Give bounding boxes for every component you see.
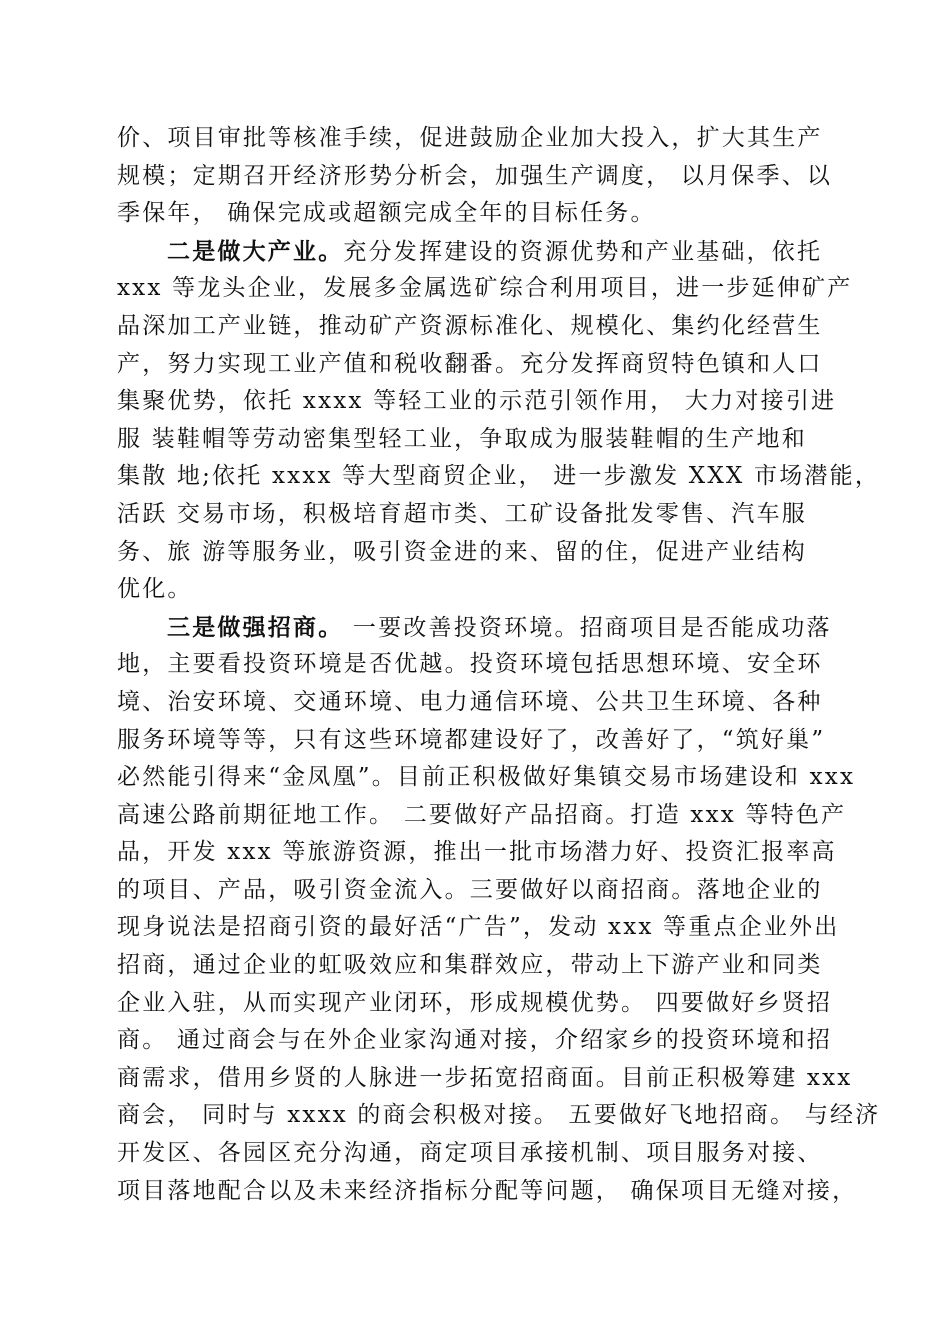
text-run: 一要改善投资环境。招商项目是否能成功落 bbox=[343, 614, 832, 641]
text-line: 服务环境等等，只有这些环境都建设好了，改善好了，“筑好巢” bbox=[117, 726, 826, 753]
text-line: 集散 地;依托 xxxx 等大型商贸企业， 进一步激发 XXX 市场潜能， bbox=[117, 463, 881, 490]
paragraph-first-line bbox=[117, 609, 847, 647]
text-line: 优化。 bbox=[117, 576, 193, 603]
text-line: 活跃 交易市场，积极培育超市类、工矿设备批发零售、汽车服 bbox=[117, 500, 807, 527]
text-line: 的项目、产品，吸引资金流入。三要做好以商招商。落地企业的 bbox=[117, 876, 823, 903]
text-line: 务、旅 游等服务业，吸引资金进的来、留的住，促进产业结构 bbox=[117, 538, 807, 565]
text-line: 高速公路前期征地工作。 二要做好产品招商。打造 xxx 等特色产 bbox=[117, 801, 847, 828]
text-line: 规模；定期召开经济形势分析会，加强生产调度， 以月保季、以 bbox=[117, 162, 833, 189]
text-line: 商需求，借用乡贤的人脉进一步拓宽招商面。目前正积极筹建 xxx bbox=[117, 1064, 853, 1091]
text-line: 商会， 同时与 xxxx 的商会积极对接。 五要做好飞地招商。 与经济 bbox=[117, 1102, 881, 1129]
paragraph-heading-investment: 三是做强招商。 bbox=[167, 613, 344, 641]
text-line: 必然能引得来“金凤凰”。目前正积极做好集镇交易市场建设和 xxx bbox=[117, 764, 856, 791]
text-line: 企业入驻，从而实现产业闭环，形成规模优势。 四要做好乡贤招 bbox=[117, 989, 833, 1016]
text-line: 品深加工产业链，推动矿产资源标准化、规模化、集约化经营生 bbox=[117, 312, 823, 339]
text-line: 地，主要看投资环境是否优越。投资环境包括思想环境、安全环 bbox=[117, 651, 823, 678]
text-line: 季保年， 确保完成或超额完成全年的目标任务。 bbox=[117, 200, 656, 227]
text-line: xxx 等龙头企业，发展多金属选矿综合利用项目，进一步延伸矿产 bbox=[117, 275, 853, 302]
text-line: 服 装鞋帽等劳动密集型轻工业，争取成为服装鞋帽的生产地和 bbox=[117, 425, 807, 452]
text-line: 项目落地配合以及未来经济指标分配等问题， 确保项目无缝对接， bbox=[117, 1177, 858, 1204]
text-run: 充分发挥建设的资源优势和产业基础，依托 bbox=[343, 238, 823, 265]
text-line: 价、项目审批等核准手续，促进鼓励企业加大投入，扩大其生产 bbox=[117, 125, 823, 151]
text-line: 商。 通过商会与在外企业家沟通对接，介绍家乡的投资环境和招 bbox=[117, 1027, 833, 1054]
text-line: 开发区、各园区充分沟通，商定项目承接机制、项目服务对接、 bbox=[117, 1140, 823, 1167]
paragraph-heading-industry: 二是做大产业。 bbox=[167, 237, 344, 265]
text-line: 招商，通过企业的虹吸效应和集群效应，带动上下游产业和同类 bbox=[117, 952, 823, 979]
text-line: 现身说法是招商引资的最好活“广告”，发动 xxx 等重点企业外出 bbox=[117, 914, 840, 941]
text-line: 集聚优势，依托 xxxx 等轻工业的示范引领作用， 大力对接引进 bbox=[117, 388, 837, 415]
paragraph-first-line bbox=[117, 233, 847, 271]
text-line: 境、治安环境、交通环境、电力通信环境、公共卫生环境、各种 bbox=[117, 688, 823, 715]
text-line: 品，开发 xxx 等旅游资源，推出一批市场潜力好、投资汇报率高 bbox=[117, 839, 837, 866]
text-line: 产，努力实现工业产值和税收翻番。充分发挥商贸特色镇和人口 bbox=[117, 350, 823, 377]
body-text bbox=[117, 120, 881, 1210]
